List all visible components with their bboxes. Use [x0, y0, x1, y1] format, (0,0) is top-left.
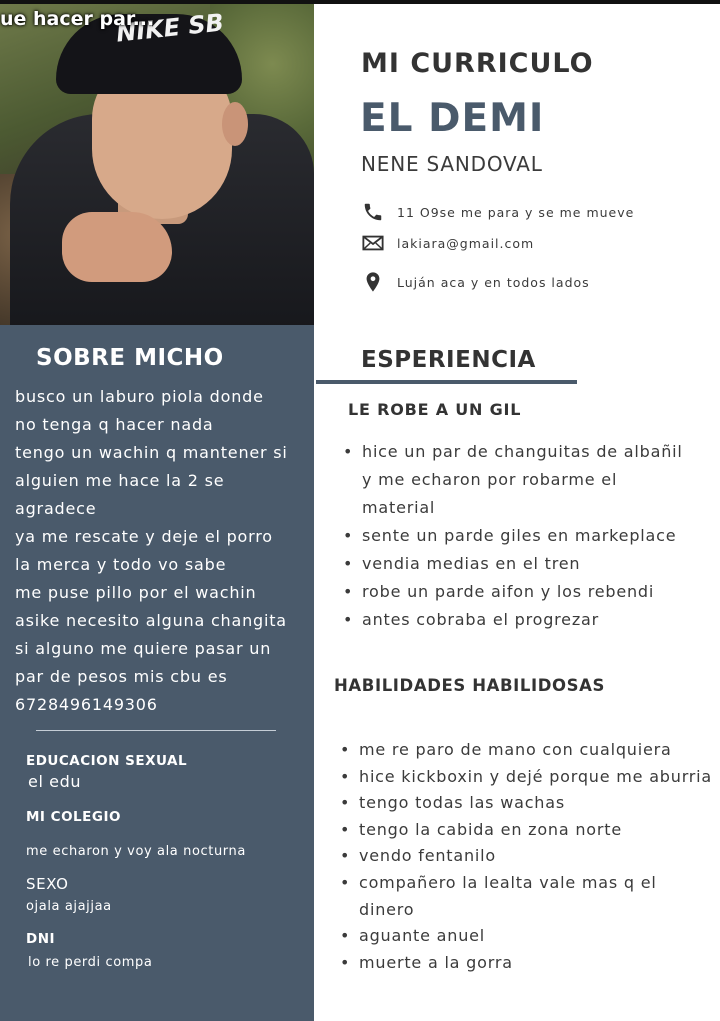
experience-underline [316, 380, 577, 384]
dni-label: DNI [26, 931, 56, 947]
list-item: • hice un par de changuitas de albañil [343, 438, 683, 466]
list-item: • me re paro de mano con cualquiera [340, 737, 712, 764]
list-item: • aguante anuel [340, 923, 712, 950]
envelope-icon [362, 232, 384, 254]
list-item: • compañero la lealta vale mas q el [340, 870, 712, 897]
experience-title: ESPERIENCIA [361, 347, 536, 373]
location-text: Luján aca y en todos lados [397, 275, 590, 290]
education-value: el edu [28, 772, 82, 791]
profile-photo [0, 4, 314, 325]
list-item: material [362, 498, 436, 517]
about-line: la merca y todo vo sabe [15, 555, 227, 574]
about-title: SOBRE MICHO [36, 345, 224, 371]
email-text: lakiara@gmail.com [397, 236, 535, 251]
about-line: asike necesito alguna changita [15, 611, 287, 630]
list-item: • vendo fentanilo [340, 843, 712, 870]
dni-value: lo re perdi compa [28, 955, 153, 970]
skills-list [340, 737, 712, 976]
about-line: busco un laburo piola donde [15, 387, 264, 406]
about-text [15, 383, 310, 719]
about-line: tengo un wachin q mantener si [15, 443, 288, 462]
about-line: 6728496149306 [15, 695, 158, 714]
person-subname: NENE SANDOVAL [361, 152, 543, 176]
sex-value: ojala ajajjaa [26, 899, 112, 914]
about-line: ya me rescate y deje el porro [15, 527, 273, 546]
sex-label: SEXO [26, 875, 69, 893]
person-name: EL DEMI [360, 96, 545, 141]
education-label: EDUCACION SEXUAL [26, 753, 188, 769]
map-pin-icon [362, 271, 384, 293]
photo-hand [62, 212, 172, 282]
list-item: • hice kickboxin y dejé porque me aburria [340, 764, 712, 791]
list-item: • antes cobraba el progrezar [343, 606, 683, 634]
about-line: alguien me hace la 2 se [15, 471, 225, 490]
phone-text: 11 O9se me para y se me mueve [397, 205, 635, 220]
list-item: • vendia medias en el tren [343, 550, 683, 578]
photo-overlay-text: ue hacer par... [0, 8, 155, 30]
school-label: MI COLEGIO [26, 809, 121, 825]
about-line: agradece [15, 499, 97, 518]
experience-list [343, 438, 683, 634]
list-item: • tengo la cabida en zona norte [340, 817, 712, 844]
phone-icon [362, 201, 384, 223]
about-line: par de pesos mis cbu es [15, 667, 228, 686]
list-item: • muerte a la gorra [340, 950, 712, 977]
list-item: • tengo todas las wachas [340, 790, 712, 817]
photo-ear [222, 102, 248, 146]
list-item: y me echaron por robarme el [362, 470, 618, 489]
about-line: si alguno me quiere pasar un [15, 639, 272, 658]
job-title: LE ROBE A UN GIL [348, 400, 522, 419]
list-item: • sente un parde giles en markeplace [343, 522, 683, 550]
sidebar-divider [36, 730, 276, 731]
school-value: me echaron y voy ala nocturna [26, 844, 246, 859]
about-line: me puse pillo por el wachin [15, 583, 257, 602]
about-line: no tenga q hacer nada [15, 415, 214, 434]
document-title: MI CURRICULO [361, 48, 594, 79]
list-item: dinero [359, 899, 415, 919]
list-item: • robe un parde aifon y los rebendi [343, 578, 683, 606]
left-sidebar [0, 325, 314, 1021]
cap-logo: NIKE SB [114, 8, 226, 48]
skills-title: HABILIDADES HABILIDOSAS [334, 676, 606, 695]
